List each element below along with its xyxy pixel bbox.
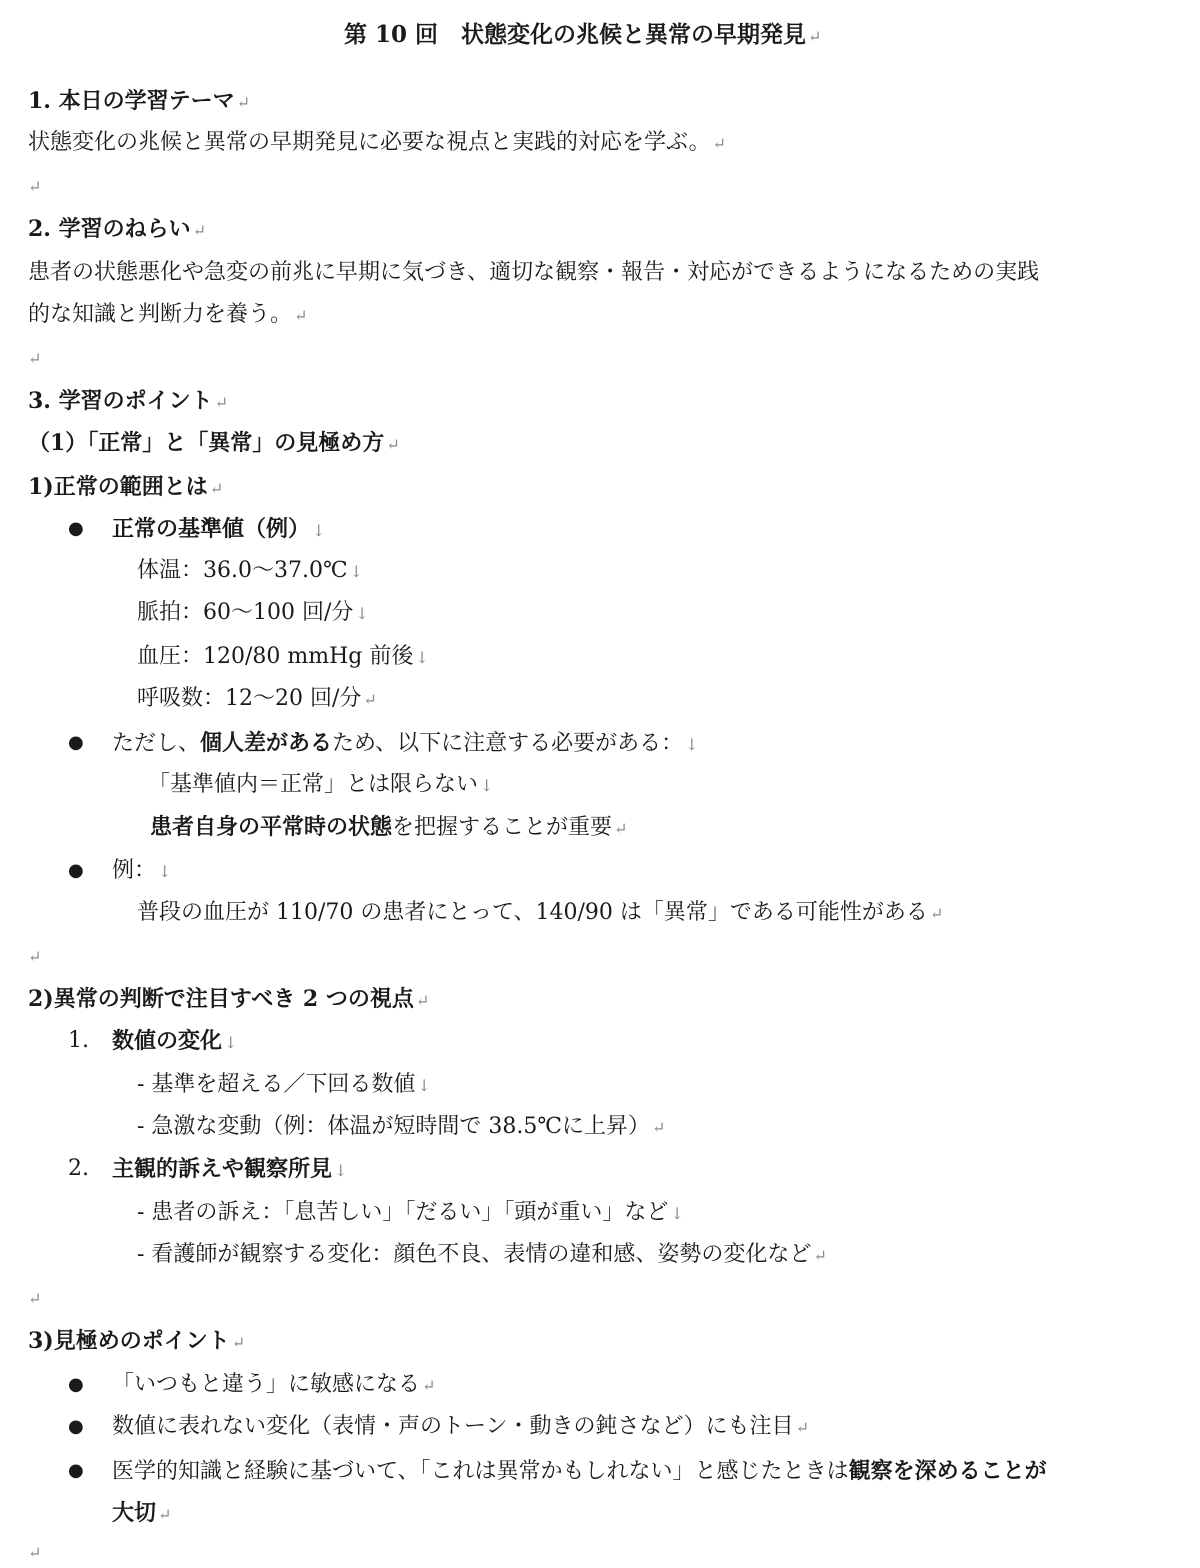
bullet: ● (68, 1416, 84, 1437)
normal-values-label: 正常の基準値（例） ↓ (112, 516, 326, 542)
vital-respiration: 呼吸数：12～20 回/分 ↵ (137, 686, 377, 711)
section-2-text-line1: 患者の状態悪化や急変の前兆に早期に気づき、適切な観察・報告・対応ができるようになるための実践 (28, 260, 1040, 285)
section-2-text-line2: 的な知識と判断力を養う。 ↵ (28, 302, 308, 327)
vital-body-temp: 体温：36.0～37.0℃ ↓ (137, 558, 363, 583)
subjective-findings-item: - 看護師が観察する変化：顔色不良、表情の違和感、姿勢の変化など ↵ (137, 1242, 827, 1267)
list-number: 2. (68, 1156, 89, 1181)
subsection-1-heading: （1）「正常」と「異常」の見極め方 ↵ (28, 430, 400, 456)
list-number: 1. (68, 1028, 89, 1053)
bullet: ● (68, 1374, 84, 1395)
key-point-3-continued: 大切 ↵ (112, 1500, 172, 1526)
vital-blood-pressure: 血圧：120/80 mmHg 前後 ↓ (137, 644, 429, 669)
numeric-change-item: - 急激な変動（例：体温が短時間で 38.5℃に上昇） ↵ (137, 1114, 666, 1139)
bullet: ● (68, 860, 84, 881)
point-2-heading: 2)異常の判断で注目すべき 2 つの視点 ↵ (28, 986, 430, 1012)
note-baseline-state: 患者自身の平常時の状態を把握することが重要 ↵ (150, 814, 628, 840)
empty-paragraph: ↵ (28, 947, 42, 966)
key-point-1: 「いつもと違う」に敏感になる ↵ (112, 1372, 436, 1397)
bullet: ● (68, 518, 84, 539)
note-normal-range: 「基準値内＝正常」とは限らない ↓ (148, 772, 494, 797)
example-label: 例： ↓ (112, 858, 172, 883)
empty-paragraph: ↵ (28, 349, 42, 368)
key-point-3: 医学的知識と経験に基づいて、「これは異常かもしれない」と感じたときは観察を深めることが (112, 1458, 1047, 1484)
subjective-findings-label: 主観的訴えや観察所見 ↓ (112, 1156, 348, 1182)
numeric-change-item: - 基準を超える／下回る数値 ↓ (137, 1072, 431, 1097)
empty-paragraph: ↵ (28, 177, 42, 196)
section-1-heading: 1. 本日の学習テーマ ↵ (28, 88, 251, 114)
section-1-text: 状態変化の兆候と異常の早期発見に必要な視点と実践的対応を学ぶ。 ↵ (28, 130, 726, 155)
bullet: ● (68, 732, 84, 753)
section-2-heading: 2. 学習のねらい ↵ (28, 216, 207, 242)
numeric-change-label: 数値の変化 ↓ (112, 1028, 238, 1054)
point-1-heading: 1)正常の範囲とは ↵ (28, 474, 224, 500)
vital-pulse: 脈拍：60～100 回/分 ↓ (137, 600, 369, 625)
empty-paragraph: ↵ (28, 1543, 42, 1562)
bullet: ● (68, 1460, 84, 1481)
example-text: 普段の血圧が 110/70 の患者にとって、140/90 は「異常」である可能性がある ↵ (137, 900, 944, 925)
point-3-heading: 3)見極めのポイント ↵ (28, 1328, 246, 1354)
empty-paragraph: ↵ (28, 1289, 42, 1308)
key-point-2: 数値に表れない変化（表情・声のトーン・動きの鈍さなど）にも注目 ↵ (112, 1414, 809, 1439)
subjective-findings-item: - 患者の訴え：「息苦しい」「だるい」「頭が重い」など ↓ (137, 1200, 684, 1225)
section-3-heading: 3. 学習のポイント ↵ (28, 388, 229, 414)
individual-difference-note: ただし、個人差があるため、以下に注意する必要がある： ↓ (112, 730, 699, 756)
document-title: 第 10 回 状態変化の兆候と異常の早期発見 ↵ (344, 21, 822, 48)
